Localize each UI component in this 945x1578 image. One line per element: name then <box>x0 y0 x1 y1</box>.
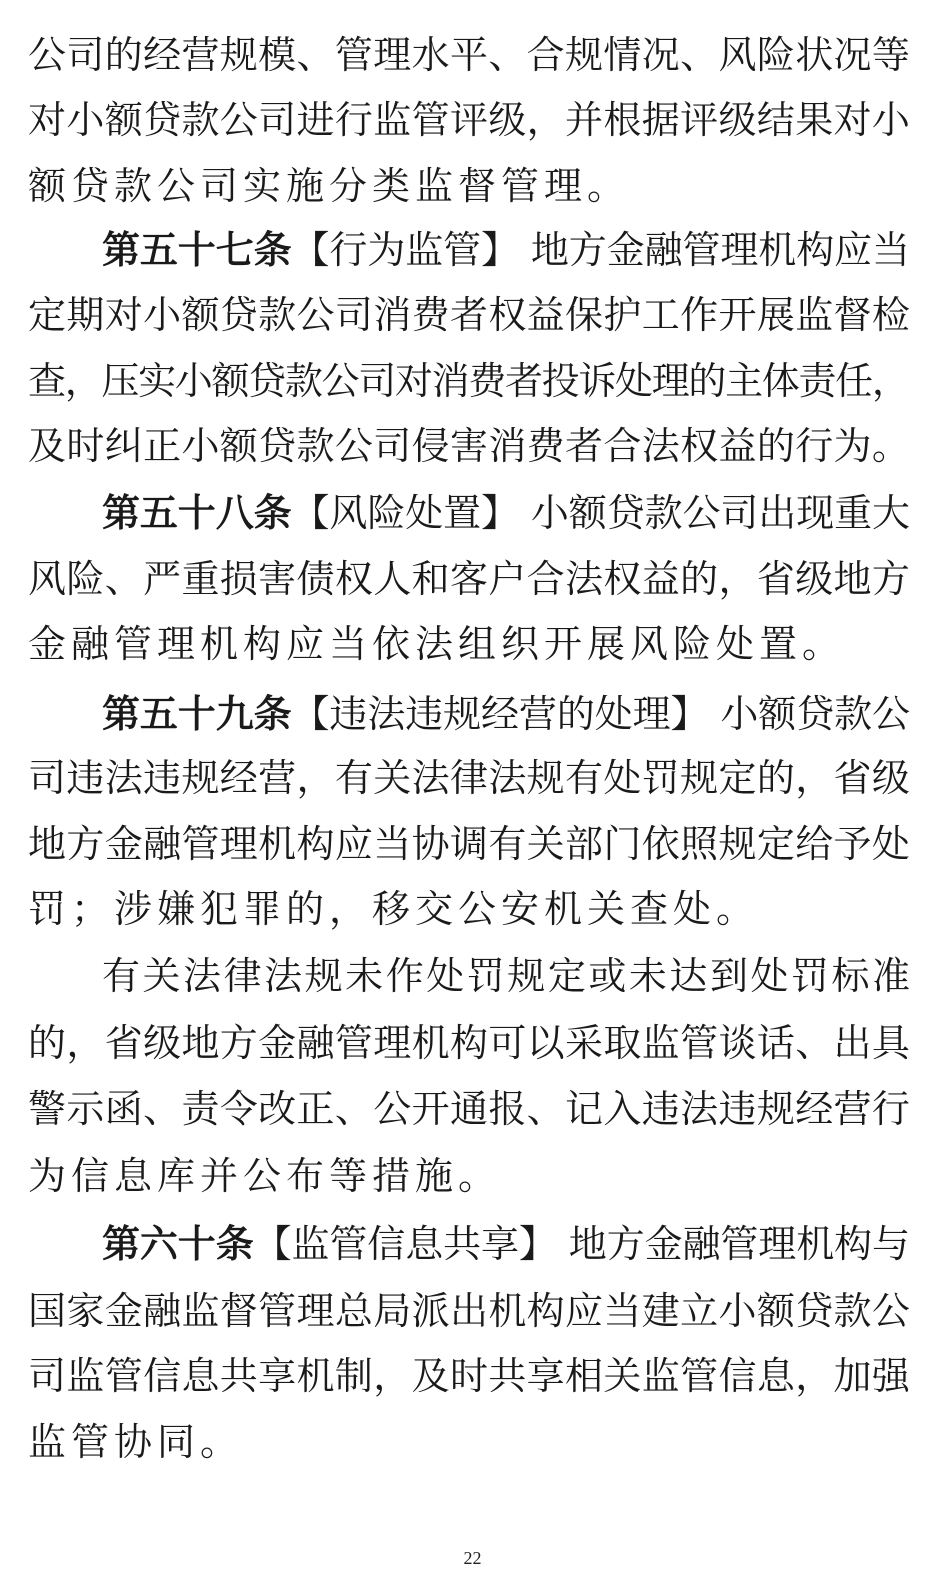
text-line <box>0 1409 945 1475</box>
article-heading: 第五十七条 <box>102 228 292 272</box>
text-line <box>0 480 945 546</box>
page-number: 22 <box>463 1548 482 1568</box>
text-line <box>0 811 945 877</box>
line-text: 有关法律法规未作处罚规定或未达到处罚标准 <box>102 954 913 998</box>
line-text: 【风险处置】 小额贷款公司出现重大 <box>291 491 910 535</box>
article-heading: 第五十九条 <box>102 692 292 736</box>
text-line <box>0 348 945 414</box>
text-line <box>0 1211 945 1277</box>
text-line <box>0 1278 945 1344</box>
text-line <box>0 1010 945 1076</box>
line-text: 司违法违规经营，有关法律法规有处罚规定的，省级 <box>28 756 911 800</box>
text-line <box>0 413 945 479</box>
line-text: 国家金融监督管理总局派出机构应当建立小额贷款公 <box>28 1289 911 1333</box>
line-text: 为信息库并公布等措施。 <box>28 1154 502 1198</box>
line-text: 金融管理机构应当依法组织开展风险处置。 <box>28 622 846 666</box>
text-line <box>0 943 945 1009</box>
line-text: 额贷款公司实施分类监督管理。 <box>28 164 631 208</box>
line-text: 【监管信息共享】 地方金融管理机构与 <box>253 1222 910 1266</box>
text-line <box>0 1076 945 1142</box>
text-line <box>0 876 945 942</box>
line-text: 对小额贷款公司进行监管评级，并根据评级结果对小 <box>28 98 911 142</box>
line-text: 地方金融管理机构应当协调有关部门依照规定给予处 <box>28 822 911 866</box>
line-text: 风险、严重损害债权人和客户合法权益的，省级地方 <box>28 557 911 601</box>
line-text: 警示函、责令改正、公开通报、记入违法违规经营行 <box>28 1087 911 1131</box>
line-text: 的，省级地方金融管理机构可以采取监管谈话、出具 <box>28 1021 911 1065</box>
line-text: 公司的经营规模、管理水平、合规情况、风险状况等 <box>28 33 911 77</box>
line-text: 监管协同。 <box>28 1420 244 1464</box>
text-line <box>0 745 945 811</box>
line-text: 罚；涉嫌犯罪的，移交公安机关查处。 <box>28 887 760 931</box>
line-text: 定期对小额贷款公司消费者权益保护工作开展监督检 <box>28 293 911 337</box>
text-line <box>0 282 945 348</box>
text-line <box>0 153 945 219</box>
article-heading: 第六十条 <box>102 1222 254 1266</box>
line-text: 【行为监管】 地方金融管理机构应当 <box>291 228 910 272</box>
text-line <box>0 217 945 283</box>
line-text: 司监管信息共享机制，及时共享相关监管信息，加强 <box>28 1354 911 1398</box>
text-line <box>0 1143 945 1209</box>
text-line <box>0 87 945 153</box>
text-line <box>0 546 945 612</box>
article-heading: 第五十八条 <box>102 491 292 535</box>
text-line <box>0 611 945 677</box>
text-line <box>0 22 945 88</box>
text-line <box>0 681 945 747</box>
line-text: 【违法违规经营的处理】 小额贷款公 <box>291 692 910 736</box>
line-text: 及时纠正小额贷款公司侵害消费者合法权益的行为。 <box>28 424 911 468</box>
text-line <box>0 1343 945 1409</box>
line-text: 查，压实小额贷款公司对消费者投诉处理的主体责任， <box>28 359 909 403</box>
